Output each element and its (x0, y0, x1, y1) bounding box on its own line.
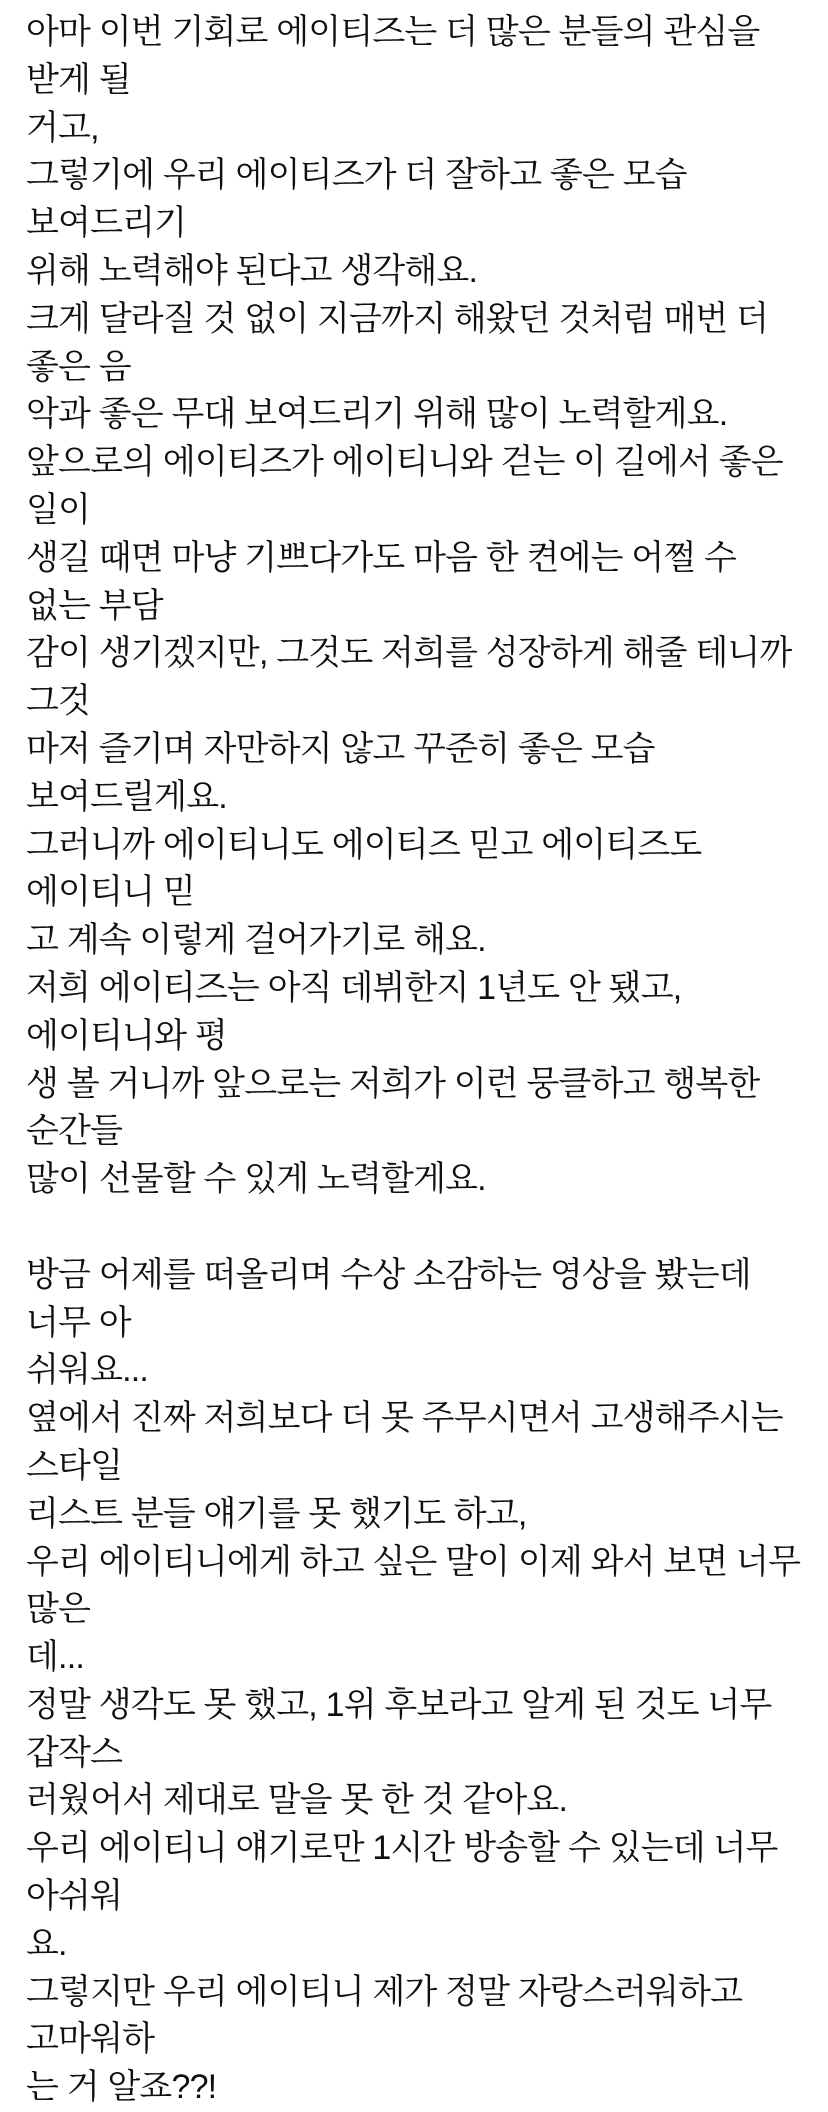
text-line: 거고, (26, 108, 99, 147)
text-line: 많이 선물할 수 있게 노력할게요. (26, 1160, 486, 1199)
text-line: 우리 에이티니 얘기로만 1시간 방송할 수 있는데 너무 아쉬워 (26, 1829, 787, 1916)
text-line: 방금 어제를 떠올리며 수상 소감하는 영상을 봤는데 너무 아 (26, 1255, 760, 1342)
blank-line (26, 1204, 806, 1252)
text-line: 그렇기에 우리 에이티즈가 더 잘하고 좋은 모습 보여드리기 (26, 156, 696, 243)
text-line: 데... (26, 1638, 84, 1677)
text-line: 는 거 알죠??! (26, 2068, 217, 2107)
text-line: 크게 달라질 것 없이 지금까지 해왔던 것처럼 매번 더 좋은 음 (26, 299, 777, 386)
text-line: 우리 에이티니에게 하고 싶은 말이 이제 와서 보면 너무 많은 (26, 1542, 809, 1629)
text-line: 옆에서 진짜 저희보다 더 못 주무시면서 고생해주시는 스타일 (26, 1399, 792, 1485)
text-line: 리스트 분들 얘기를 못 했기도 하고, (26, 1494, 527, 1533)
text-line: 감이 생기겠지만, 그것도 저희를 성장하게 해줄 테니까 그것 (26, 634, 801, 721)
text-line: 그러니까 에이티니도 에이티즈 믿고 에이티즈도 에이티니 믿 (26, 825, 711, 912)
text-line: 생 볼 거니까 앞으로는 저희가 이런 뭉클하고 행복한 순간들 (26, 1064, 769, 1151)
text-line: 러웠어서 제대로 말을 못 한 것 같아요. (26, 1781, 568, 1820)
text-line: 고 계속 이렇게 걸어가기로 해요. (26, 921, 486, 960)
text-line: 위해 노력해야 된다고 생각해요. (26, 251, 478, 290)
text-line: 마저 즐기며 자만하지 않고 꾸준히 좋은 모습 보여드릴게요. (26, 729, 664, 816)
text-line: 정말 생각도 못 했고, 1위 후보라고 알게 된 것도 너무 갑작스 (26, 1685, 781, 1772)
text-line: 요. (26, 1924, 67, 1963)
text-line: 앞으로의 에이티즈가 에이티니와 걷는 이 길에서 좋은 일이 (26, 443, 792, 529)
text-line: 쉬워요... (26, 1351, 149, 1390)
text-line: 생길 때면 마냥 기쁘다가도 마음 한 켠에는 어쩔 수 없는 부담 (26, 538, 745, 625)
text-line: 저희 에이티즈는 아직 데뷔한지 1년도 안 됐고, 에이티니와 평 (26, 968, 691, 1055)
text-line: 그렇지만 우리 에이티니 제가 정말 자랑스러워하고 고마워하 (26, 1972, 751, 2059)
text-line: 아마 이번 기회로 에이티즈는 더 많은 분들의 관심을 받게 될 (26, 13, 769, 99)
text-line: 악과 좋은 무대 보여드리기 위해 많이 노력할게요. (26, 395, 728, 434)
